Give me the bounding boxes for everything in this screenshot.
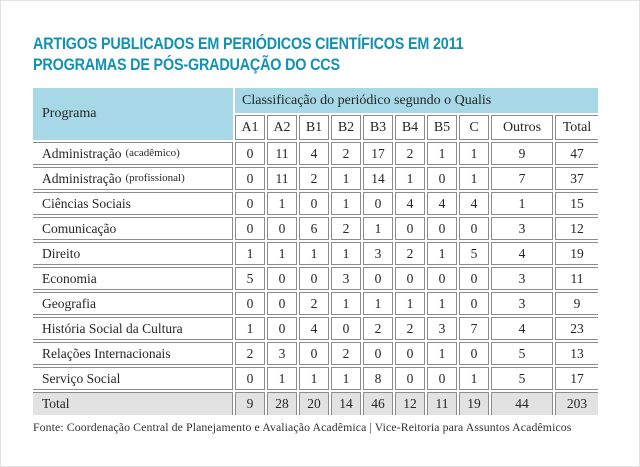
value-cell: 1 [267, 192, 297, 215]
value-cell: 0 [363, 342, 393, 365]
value-cell: 1 [267, 242, 297, 265]
value-cell: 2 [331, 142, 361, 165]
value-cell: 2 [395, 142, 425, 165]
value-cell: 0 [427, 217, 457, 240]
value-cell: 5 [235, 267, 265, 290]
value-cell: 0 [267, 267, 297, 290]
value-cell: 7 [459, 317, 489, 340]
value-cell: 5 [491, 342, 553, 365]
total-value-cell: 14 [331, 392, 361, 415]
value-cell: 37 [555, 167, 598, 190]
column-header-total: Total [555, 115, 598, 140]
value-cell: 3 [267, 342, 297, 365]
column-header-b2: B2 [331, 115, 361, 140]
column-header-b4: B4 [395, 115, 425, 140]
value-cell: 3 [491, 217, 553, 240]
program-cell [33, 317, 233, 340]
value-cell: 6 [299, 217, 329, 240]
value-cell: 1 [331, 367, 361, 390]
value-cell: 1 [235, 317, 265, 340]
value-cell: 5 [491, 367, 553, 390]
total-row-label: Total [33, 392, 233, 415]
value-cell: 17 [363, 142, 393, 165]
value-cell: 4 [299, 142, 329, 165]
total-value-cell: 19 [459, 392, 489, 415]
value-cell: 0 [427, 267, 457, 290]
program-cell [33, 217, 233, 240]
value-cell: 14 [363, 167, 393, 190]
program-name: História Social da Cultura [42, 320, 183, 336]
value-cell: 0 [395, 367, 425, 390]
value-cell: 0 [363, 192, 393, 215]
value-cell: 0 [459, 292, 489, 315]
program-cell [33, 342, 233, 365]
title-line-1: ARTIGOS PUBLICADOS EM PERIÓDICOS CIENTÍFICOS EM 2011 [33, 35, 464, 53]
value-cell: 19 [555, 242, 598, 265]
value-cell: 0 [459, 342, 489, 365]
column-group-header-qualis: Classificação do periódico segundo o Qualis [235, 88, 598, 113]
value-cell: 1 [395, 167, 425, 190]
program-name: Geografia [42, 295, 96, 311]
column-header-a1: A1 [235, 115, 265, 140]
total-value-cell: 46 [363, 392, 393, 415]
value-cell: 47 [555, 142, 598, 165]
column-header-b5: B5 [427, 115, 457, 140]
total-value-cell: 12 [395, 392, 425, 415]
program-cell [33, 142, 233, 165]
total-value-cell: 9 [235, 392, 265, 415]
program-cell [33, 167, 233, 190]
value-cell: 0 [299, 342, 329, 365]
program-cell [33, 242, 233, 265]
program-name: Economia [42, 270, 97, 286]
value-cell: 4 [427, 192, 457, 215]
value-cell: 1 [235, 242, 265, 265]
program-name: Direito [42, 245, 81, 261]
value-cell: 2 [395, 242, 425, 265]
value-cell: 0 [395, 342, 425, 365]
value-cell: 2 [299, 167, 329, 190]
value-cell: 0 [235, 192, 265, 215]
column-header-c: C [459, 115, 489, 140]
value-cell: 0 [427, 367, 457, 390]
value-cell: 4 [491, 317, 553, 340]
program-note: (acadêmico) [125, 147, 180, 159]
value-cell: 1 [395, 292, 425, 315]
value-cell: 1 [427, 292, 457, 315]
value-cell: 4 [459, 192, 489, 215]
column-header-b3: B3 [363, 115, 393, 140]
value-cell: 0 [395, 217, 425, 240]
program-name: Ciências Sociais [42, 195, 131, 211]
column-header-programa: Programa [33, 88, 233, 140]
total-value-cell: 11 [427, 392, 457, 415]
value-cell: 2 [395, 317, 425, 340]
qualis-publications-table [33, 88, 598, 415]
value-cell: 3 [427, 317, 457, 340]
value-cell: 1 [363, 292, 393, 315]
value-cell: 0 [427, 167, 457, 190]
program-name: Serviço Social [42, 370, 121, 386]
total-value-cell: 20 [299, 392, 329, 415]
value-cell: 7 [491, 167, 553, 190]
program-cell [33, 192, 233, 215]
value-cell: 1 [427, 142, 457, 165]
program-cell [33, 292, 233, 315]
value-cell: 2 [331, 342, 361, 365]
value-cell: 0 [331, 317, 361, 340]
value-cell: 1 [363, 217, 393, 240]
program-cell [33, 267, 233, 290]
value-cell: 23 [555, 317, 598, 340]
column-header-b1: B1 [299, 115, 329, 140]
value-cell: 0 [267, 317, 297, 340]
total-value-cell: 28 [267, 392, 297, 415]
value-cell: 17 [555, 367, 598, 390]
value-cell: 1 [331, 292, 361, 315]
value-cell: 1 [427, 342, 457, 365]
value-cell: 3 [491, 292, 553, 315]
value-cell: 0 [235, 292, 265, 315]
value-cell: 1 [459, 367, 489, 390]
value-cell: 5 [459, 242, 489, 265]
value-cell: 3 [363, 242, 393, 265]
value-cell: 9 [491, 142, 553, 165]
value-cell: 1 [267, 367, 297, 390]
value-cell: 8 [363, 367, 393, 390]
value-cell: 0 [395, 267, 425, 290]
value-cell: 4 [299, 317, 329, 340]
program-name: Relações Internacionais [42, 345, 171, 361]
program-name: Administração [42, 145, 122, 161]
column-header-outros: Outros [491, 115, 553, 140]
value-cell: 9 [555, 292, 598, 315]
value-cell: 1 [299, 242, 329, 265]
value-cell: 1 [331, 192, 361, 215]
value-cell: 2 [331, 217, 361, 240]
value-cell: 11 [267, 142, 297, 165]
value-cell: 12 [555, 217, 598, 240]
value-cell: 1 [491, 192, 553, 215]
value-cell: 1 [459, 167, 489, 190]
program-cell [33, 367, 233, 390]
value-cell: 3 [491, 267, 553, 290]
value-cell: 1 [299, 367, 329, 390]
value-cell: 0 [235, 142, 265, 165]
value-cell: 0 [235, 367, 265, 390]
value-cell: 0 [267, 292, 297, 315]
value-cell: 1 [331, 167, 361, 190]
value-cell: 11 [267, 167, 297, 190]
value-cell: 0 [299, 192, 329, 215]
value-cell: 1 [427, 242, 457, 265]
value-cell: 0 [459, 217, 489, 240]
value-cell: 0 [235, 167, 265, 190]
program-note: (profissional) [125, 172, 185, 184]
value-cell: 4 [395, 192, 425, 215]
title-line-2: PROGRAMAS DE PÓS-GRADUAÇÃO DO CCS [33, 55, 340, 74]
value-cell: 3 [331, 267, 361, 290]
value-cell: 4 [491, 242, 553, 265]
value-cell: 2 [235, 342, 265, 365]
value-cell: 0 [299, 267, 329, 290]
total-value-cell: 44 [491, 392, 553, 415]
total-value-cell: 203 [555, 392, 598, 415]
source-note: Fonte: Coordenação Central de Planejamento e Avaliação Acadêmica | Vice-Reitoria para Assuntos Acadêmicos [33, 420, 572, 434]
page-title [33, 34, 463, 75]
program-name: Comunicação [42, 220, 117, 236]
value-cell: 0 [267, 217, 297, 240]
value-cell: 13 [555, 342, 598, 365]
value-cell: 1 [331, 242, 361, 265]
value-cell: 15 [555, 192, 598, 215]
value-cell: 0 [235, 217, 265, 240]
value-cell: 0 [459, 267, 489, 290]
value-cell: 2 [363, 317, 393, 340]
value-cell: 11 [555, 267, 598, 290]
program-name: Administração [42, 170, 122, 186]
value-cell: 2 [299, 292, 329, 315]
column-header-a2: A2 [267, 115, 297, 140]
value-cell: 1 [459, 142, 489, 165]
value-cell: 0 [363, 267, 393, 290]
